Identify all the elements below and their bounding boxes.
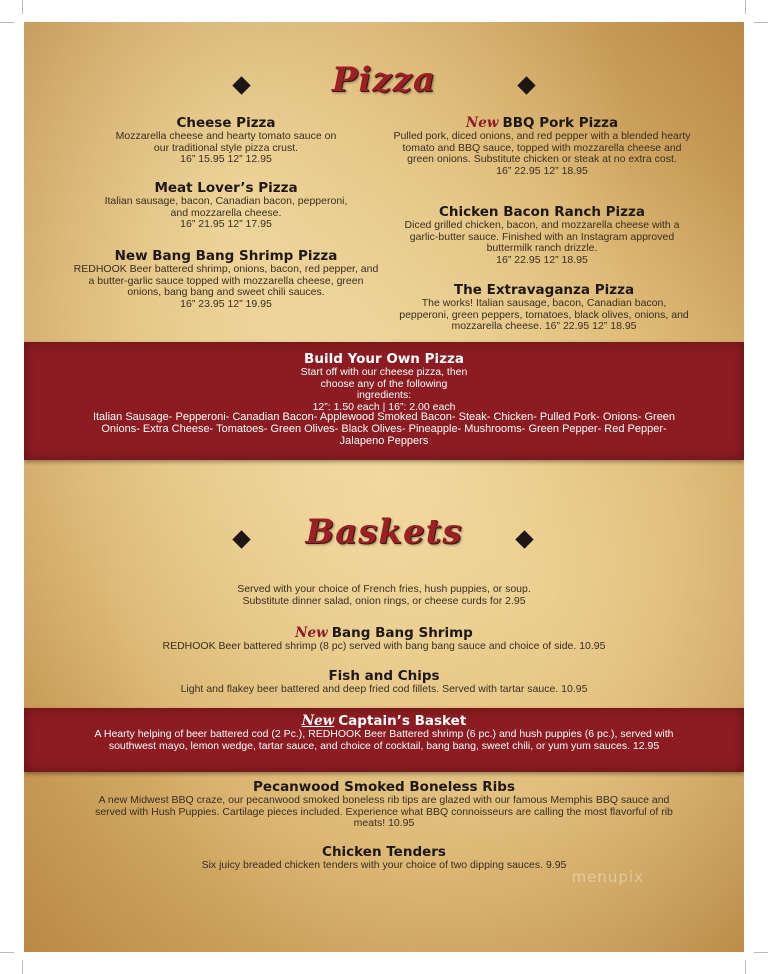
item-name: Chicken Bacon Ranch Pizza [439, 204, 645, 220]
intro-line: Substitute dinner salad, onion rings, or cheese curds for 2.95 [242, 594, 526, 607]
item-name: New Captain’s Basket [301, 713, 467, 729]
item-description: Six juicy breaded chicken tenders with your choice of two dipping sauces. 9.95 [201, 859, 567, 871]
item-description: Start off with our cheese pizza, then choose any of the following ingredients: [300, 366, 468, 401]
item-description: Italian sausage, bacon, Canadian bacon, pepperoni, and mozzarella cheese. [104, 195, 348, 219]
new-badge: New [301, 713, 335, 729]
menu-item-fish-and-chips [104, 668, 664, 696]
new-badge: New [465, 115, 499, 131]
build-your-own-band [24, 342, 744, 460]
item-name: Chicken Tenders [322, 844, 446, 860]
item-name: Fish and Chips [328, 668, 440, 684]
menu-item-chicken-tenders [134, 844, 634, 872]
menu-item-bang-bang-shrimp-pizza [72, 248, 380, 310]
menu-item-meat-lovers-pizza [76, 180, 376, 231]
item-price: 16” 15.95 12” 12.95 [180, 153, 272, 165]
item-price: 16” 21.95 12” 17.95 [180, 218, 272, 230]
item-description: A Hearty helping of beer battered cod (2 Pc.), REDHOOK Beer Battered shrimp (6 pc.) and hush puppies (6 pc.), served with southwest mayo, lemon wedge, tartar sauce, and choice of cocktail, bang bang, sweet chili, or yum yum sauces. 12.95 [94, 728, 674, 752]
crop-mark [22, 960, 23, 974]
menu-item-bbq-pork-pizza [392, 115, 692, 177]
item-price: 12”: 1.50 each | 16”: 2.00 each [312, 400, 456, 413]
item-description: A new Midwest BBQ craze, our pecanwood smoked boneless rib tips are glazed with our famous Memphis BBQ sauce and served with Hush Puppies. Cartilage pieces included. Experience what BBQ connoisseurs are calling the most flavorful of rib meats! 10.95 [95, 794, 673, 829]
item-price: 16” 22.95 12” 18.95 [496, 253, 588, 266]
menu-item-bang-bang-shrimp [104, 625, 664, 653]
crop-mark [22, 0, 23, 14]
crop-mark [0, 952, 14, 953]
menu-page [24, 22, 744, 952]
crop-mark [754, 22, 768, 23]
ingredients-text: Italian Sausage- Pepperoni- Canadian Bacon- Applewood Smoked Bacon- Steak- Chicken- Pulled Pork- Onions- Green Onions- Extra Cheese- Tomatoes- Green Olives- Black Olives- Pineapple- Mushrooms- Green Pepper- Red Pepper- Jalapeno Peppers [92, 411, 676, 447]
item-description: Pulled pork, diced onions, and red pepper with a blended hearty tomato and BBQ sauce, topped with mozzarella cheese and green onions. Substitute chicken or steak at no extra cost. [393, 130, 691, 165]
item-description: The works! Italian sausage, bacon, Canadian bacon, pepperoni, green peppers, tomatoes, black olives, onions, and mozzarella cheese. 16” 22.95 12” 18.95 [399, 297, 689, 332]
item-name: Build Your Own Pizza [304, 351, 464, 367]
menu-item-captains-basket [79, 713, 689, 752]
menu-item-cheese-pizza [76, 115, 376, 166]
new-badge: New [295, 625, 328, 641]
baskets-intro [134, 584, 634, 607]
menu-item-build-your-own-pizza [244, 351, 524, 413]
crop-mark [0, 22, 14, 23]
pizza-section-title: Pizza [331, 60, 437, 100]
item-description: Light and flakey beer battered and deep fried cod fillets. Served with tartar sauce. 10.95 [180, 683, 588, 695]
item-description: Diced grilled chicken, bacon, and mozzarella cheese with a garlic-butter sauce. Finished with an Instagram approved buttermilk ranch drizzle. [404, 219, 680, 254]
item-price: 16” 22.95 12” 18.95 [496, 164, 588, 177]
crop-mark [745, 0, 746, 14]
item-name: New BBQ Pork Pizza [465, 115, 619, 131]
item-name: New Bang Bang Shrimp [295, 625, 473, 641]
menu-item-chicken-bacon-ranch-pizza [392, 204, 692, 266]
captains-basket-band [24, 708, 744, 772]
item-name: The Extravaganza Pizza [453, 282, 635, 298]
item-name: Pecanwood Smoked Boneless Ribs [253, 779, 515, 795]
menu-item-pecanwood-ribs [84, 779, 684, 830]
baskets-section-title: Baskets [305, 512, 463, 552]
menupix-watermark: menupix [571, 868, 644, 886]
item-name: New Bang Bang Shrimp Pizza [114, 248, 338, 264]
item-price: 16” 23.95 12” 19.95 [180, 297, 272, 310]
item-name: Cheese Pizza [176, 115, 276, 131]
item-name: Meat Lover’s Pizza [154, 180, 298, 196]
crop-mark [754, 952, 768, 953]
menu-item-extravaganza-pizza [399, 282, 689, 333]
ingredient-list [86, 411, 682, 447]
item-description: REDHOOK Beer battered shrimp (8 pc) served with bang bang sauce and choice of side. 10.95 [162, 640, 606, 652]
intro-line: Served with your choice of French fries, hush puppies, or soup. [237, 583, 531, 595]
item-description: REDHOOK Beer battered shrimp, onions, bacon, red pepper, and a butter-garlic sauce topped with mozzarella cheese, green onions, bang bang and sweet chili sauces. [73, 263, 379, 298]
crop-mark [745, 960, 746, 974]
item-description: Mozzarella cheese and hearty tomato sauce on our traditional style pizza crust. [115, 130, 337, 154]
